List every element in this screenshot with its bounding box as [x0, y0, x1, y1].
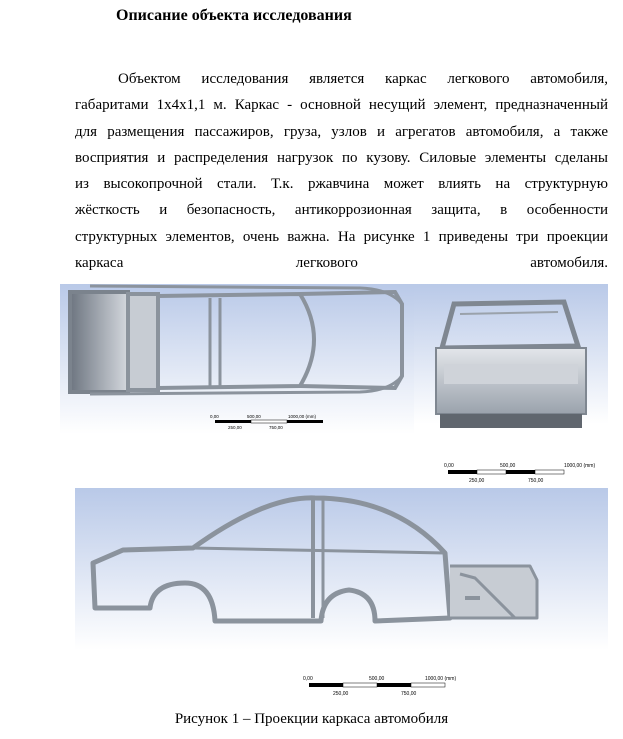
scale-label: 250,00	[333, 691, 349, 697]
figure-front-view	[414, 284, 608, 484]
paragraph-line: структурных элементов, очень важна. На рисунке 1 приведены три проекции	[75, 228, 608, 245]
scale-label: 1000,00 (mm)	[564, 463, 596, 469]
paragraph-line: Объектом исследования является каркас легкового автомобиля,	[118, 71, 608, 87]
figure-caption: Рисунок 1 – Проекции каркаса автомобиля	[174, 711, 449, 727]
scale-label: 0,00	[444, 463, 454, 469]
scale-label: 0,00	[303, 676, 313, 682]
paragraph-line: жёсткость и безопасность, антикоррозионная защита, в особенности	[75, 202, 608, 219]
paragraph-line: для размещения пассажиров, груза, узлов и агрегатов автомобиля, а также	[75, 123, 608, 140]
scale-label: 250,00	[228, 425, 242, 430]
description-paragraph	[75, 66, 608, 276]
scale-label: 500,00	[500, 463, 516, 469]
paragraph-line: из высокопрочной стали. Т.к. ржавчина может влиять на структурную	[75, 176, 608, 193]
scale-label: 0,00	[210, 414, 219, 419]
scale-label: 500,00	[369, 676, 385, 682]
paragraph-line: каркаса легкового автомобиля.	[75, 255, 608, 272]
scale-label: 750,00	[269, 425, 283, 430]
figure-top-view	[60, 284, 414, 434]
paragraph-line: габаритами 1x4x1,1 м. Каркас - основной несущий элемент, предназначенный	[75, 97, 608, 114]
scale-label: 1000,00 (mm)	[288, 414, 317, 419]
scale-label: 1000,00 (mm)	[425, 676, 457, 682]
scale-label: 750,00	[528, 478, 544, 484]
figure-side-view	[75, 488, 608, 704]
paragraph-line: восприятия и распределения нагрузок по кузову. Силовые элементы сделаны	[75, 149, 608, 166]
section-heading: Описание объекта исследования	[116, 7, 352, 24]
scale-label: 750,00	[401, 691, 417, 697]
scale-label: 500,00	[247, 414, 261, 419]
scale-label: 250,00	[469, 478, 485, 484]
